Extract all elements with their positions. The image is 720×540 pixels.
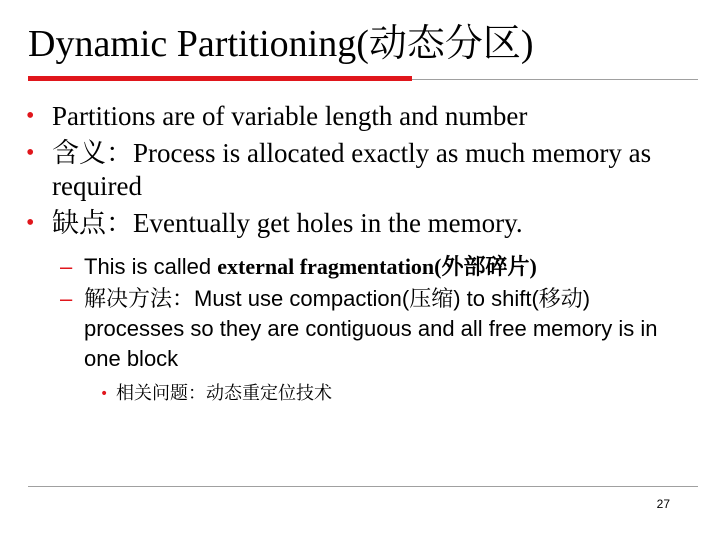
bullet-dot-icon: • xyxy=(26,210,35,236)
level3-bullet-item xyxy=(0,382,676,406)
title-underline-rule xyxy=(412,79,698,80)
sub-bullet-bold-text: external fragmentation(外部碎片) xyxy=(217,254,537,279)
bullet-dot-icon: • xyxy=(100,386,109,402)
sub-bullet-text: This is called xyxy=(84,254,218,279)
sub-bullet-list xyxy=(0,252,720,406)
sub-bullet-item xyxy=(0,284,684,374)
bullet-text: 含义：Process is allocated exactly as much memory as required xyxy=(52,138,652,201)
bullet-dot-icon: • xyxy=(26,140,35,166)
bullet-text: 缺点：Eventually get holes in the memory. xyxy=(52,208,523,238)
dash-icon: – xyxy=(60,286,73,311)
sub-bullet-text: 解决方法：Must use compaction(压缩) to shift(移动) processes so they are contiguous and all free memory is in one block xyxy=(84,286,658,371)
dash-icon: – xyxy=(60,254,73,279)
page-number: 27 xyxy=(656,497,670,511)
bullet-dot-icon: • xyxy=(26,103,35,129)
bullet-list xyxy=(0,100,720,406)
level3-bullet-text: 相关问题：动态重定位技术 xyxy=(116,383,332,404)
slide-title: Dynamic Partitioning(动态分区) xyxy=(28,23,534,65)
footer-rule xyxy=(28,486,698,487)
sub-bullet-item xyxy=(0,252,684,282)
title-underline-accent xyxy=(28,76,412,81)
bullet-item xyxy=(0,137,692,203)
bullet-item xyxy=(0,207,692,240)
bullet-item xyxy=(0,100,692,133)
bullet-text: Partitions are of variable length and number xyxy=(52,101,528,131)
